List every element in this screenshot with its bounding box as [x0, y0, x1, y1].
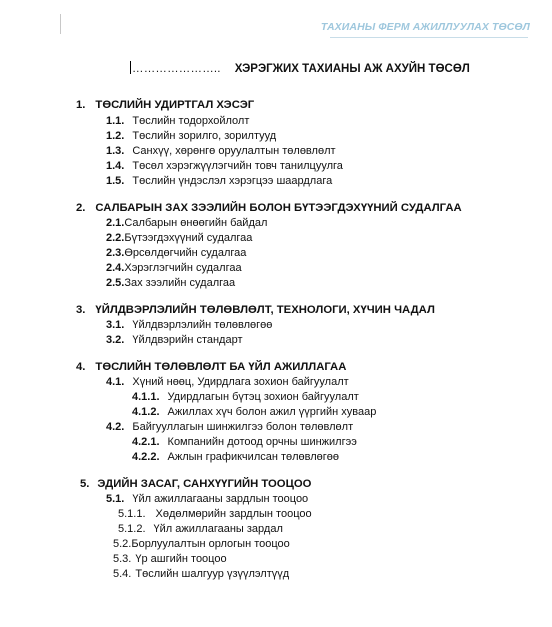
- toc-subitem: 4.2.1. Компанийн дотоод орчны шинжилгээ: [132, 436, 357, 448]
- toc-item: 1.1. Төслийн тодорхойлолт: [106, 115, 250, 127]
- toc-item: 1.4. Төсөл хэрэгжүүлэгчийн товч танилцуулга: [106, 160, 343, 172]
- toc-item: 1.2. Төслийн зорилго, зорилтууд: [106, 130, 277, 142]
- toc-item: 2.1.Салбарын өнөөгийн байдал: [106, 217, 268, 229]
- toc-item: 1.3. Санхүү, хөрөнгө оруулалтын төлөвлөлт: [106, 145, 336, 157]
- section-heading: [76, 98, 254, 112]
- section-number: 2.: [76, 202, 86, 214]
- section-title: ҮЙЛДВЭРЛЭЛИЙН ТӨЛӨВЛӨЛТ, ТЕХНОЛОГИ, ХҮЧИН ЧАДАЛ: [95, 304, 435, 316]
- section-number: 3.: [76, 304, 86, 316]
- section-number: 5.: [80, 478, 90, 490]
- toc-item: 5.3. Үр ашгийн тооцоо: [113, 553, 227, 565]
- toc-item: 5.2.Борлуулалтын орлогын тооцоо: [113, 538, 290, 550]
- toc-subitem: 4.1.2. Ажиллах хүч болон ажил үүргийн хуваар: [132, 406, 377, 418]
- document-title: [130, 61, 470, 75]
- section-heading: [76, 360, 346, 374]
- page-corner-mark: [60, 14, 61, 34]
- toc-item: 4.2. Байгууллагын шинжилгээ болон төлөвлөлт: [106, 421, 354, 433]
- toc-item: 3.2. Үйлдвэрийн стандарт: [106, 334, 243, 346]
- title-text: ХЭРЭГЖИХ ТАХИАНЫ АЖ АХУЙН ТӨСӨЛ: [234, 63, 470, 75]
- section-title: ЭДИЙН ЗАСАГ, САНХҮҮГИЙН ТООЦОО: [97, 478, 312, 490]
- toc-item: 1.5. Төслийн үндэслэл хэрэгцээ шаардлага: [106, 175, 333, 187]
- section-heading: [80, 477, 311, 491]
- toc-subitem: 4.2.2. Ажлын графикчилсан төлөвлөгөө: [132, 451, 340, 463]
- header-rule: [330, 37, 528, 38]
- section-heading: [76, 303, 435, 317]
- toc-subitem: 4.1.1. Удирдлагын бүтэц зохион байгуулалт: [132, 391, 359, 403]
- toc-item: 5.4. Төслийн шалгуур үзүүлэлтүүд: [113, 568, 290, 580]
- toc-item: 2.2.Бүтээгдэхүүний судалгаа: [106, 232, 253, 244]
- title-dots: …………………..: [132, 63, 221, 75]
- section-number: 1.: [76, 99, 86, 111]
- toc-item: 4.1. Хүний нөөц, Удирдлага зохион байгуулалт: [106, 376, 349, 388]
- toc-item: 2.3.Өрсөлдөгчийн судалгаа: [106, 247, 247, 259]
- toc-subitem: 5.1.2. Үйл ажиллагааны зардал: [118, 523, 283, 535]
- toc-subitem: 5.1.1. Хөдөлмөрийн зардлын тооцоо: [118, 508, 312, 520]
- section-number: 4.: [76, 361, 86, 373]
- section-title: ТӨСЛИЙН ТӨЛӨВЛӨЛТ БА ҮЙЛ АЖИЛЛАГАА: [95, 361, 347, 373]
- toc-item: 5.1. Үйл ажиллагааны зардлын тооцоо: [106, 493, 309, 505]
- section-title: САЛБАРЫН ЗАХ ЗЭЭЛИЙН БОЛОН БҮТЭЭГДЭХҮҮНИЙ СУДАЛГАА: [95, 202, 462, 214]
- running-header: ТАХИАНЫ ФЕРМ АЖИЛЛУУЛАХ ТӨСӨЛ: [320, 21, 530, 33]
- toc-item: 2.5.Зах зээлийн судалгаа: [106, 277, 236, 289]
- section-heading: [76, 201, 462, 215]
- toc-item: 3.1. Үйлдвэрлэлийн төлөвлөгөө: [106, 319, 273, 331]
- section-title: ТӨСЛИЙН УДИРТГАЛ ХЭСЭГ: [95, 99, 255, 111]
- toc-item: 2.4.Хэрэглэгчийн судалгаа: [106, 262, 242, 274]
- text-cursor: [130, 61, 131, 74]
